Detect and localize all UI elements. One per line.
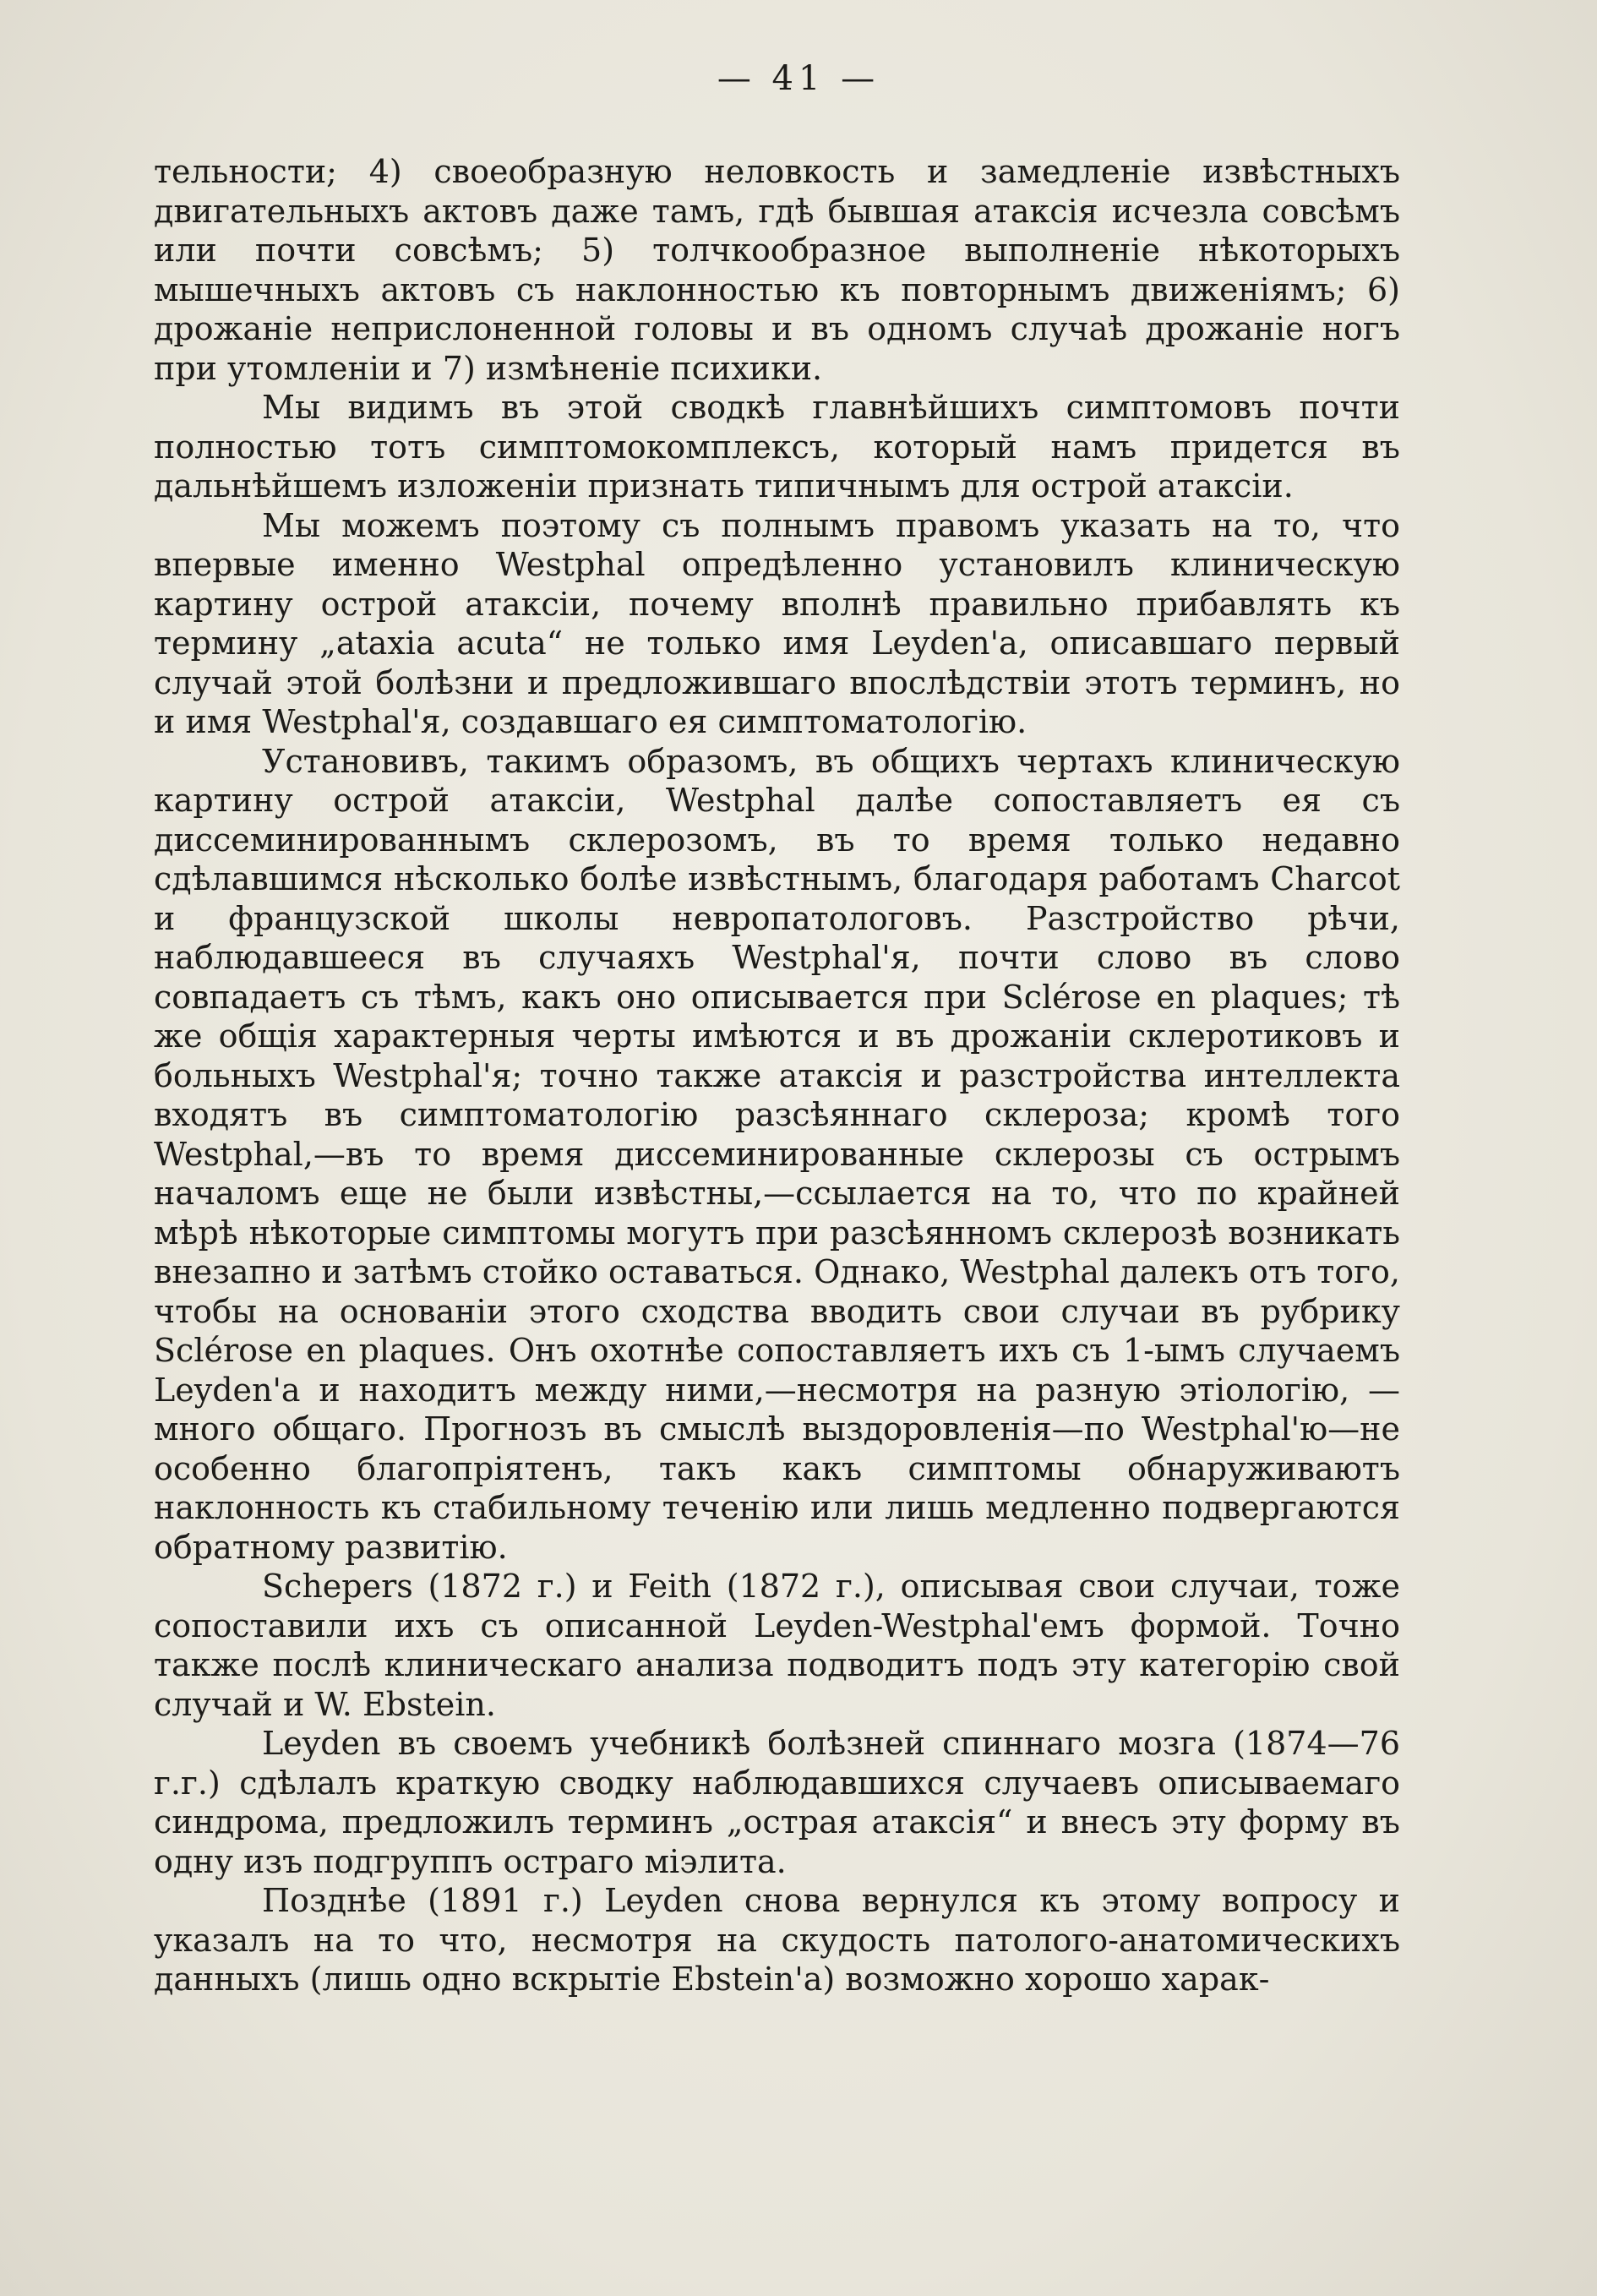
paragraph: Schepers (1872 г.) и Feith (1872 г.), описывая свои случаи, тоже сопоставили ихъ съ описанной Leyden-Westphal'емъ формой. Точно также послѣ клиническаго анализа подводитъ подъ эту категорію свой случай и W. Ebstein. xyxy=(154,1568,1400,1723)
paragraph: Мы можемъ поэтому съ полнымъ правомъ указать на то, что впервые именно Westphal опредѣленно установилъ клиническую картину острой атаксіи, почему вполнѣ правильно прибавлять къ термину „ataxia acuta“ не только имя Leyden'a, описавшаго первый случай этой болѣзни и предложившаго впослѣдствіи этотъ терминъ, но и имя Westphal'я, создавшаго ея симптоматологію. xyxy=(154,506,1400,740)
paragraph: Установивъ, такимъ образомъ, въ общихъ чертахъ клиническую картину острой атаксіи, Westphal далѣе сопоставляетъ ея съ диссеминированнымъ склерозомъ, въ то время только недавно сдѣлавшимся нѣсколько болѣе извѣстнымъ, благодаря работамъ Charcot и французской школы невропатологовъ. Разстройство рѣчи, наблюдавшееся въ случаяхъ Westphal'я, почти слово въ слово совпадаетъ съ тѣмъ, какъ оно описывается при Sclérose en plaques; тѣ же общія характерныя черты имѣются и въ дрожаніи склеротиковъ и больныхъ Westphal'я; точно также атаксія и разстройства интеллекта входятъ въ симптоматологію разсѣяннаго склероза; кромѣ того Westphal,—въ то время диссеминированные склерозы съ острымъ началомъ еще не были извѣстны,—ссылается на то, что по крайней мѣрѣ нѣкоторые симптомы могутъ при разсѣянномъ склерозѣ возникать внезапно и затѣмъ стойко оставаться. Однако, Westphal далекъ отъ того, чтобы на основаніи этого сходства вводить свои случаи въ рубрику Sclérose en plaques. Онъ охотнѣе сопоставляетъ ихъ съ 1-ымъ случаемъ Leyden'a и находитъ между ними,—несмотря на разную этіологію, —много общаго. Прогнозъ въ смыслѣ выздоровленія—по Westphal'ю—не особенно благопріятенъ, такъ какъ симптомы обнаруживаютъ наклонность къ стабильному теченію или лишь медленно подвергаются обратному развитію. xyxy=(154,742,1400,1566)
paragraph: Позднѣе (1891 г.) Leyden снова вернулся къ этому вопросу и указалъ на то что, несмотря на скудость патолого-анатомическихъ данныхъ (лишь одно вскрытіе Ebstein'a) возможно хорошо харак- xyxy=(154,1882,1400,1998)
paragraph: Leyden въ своемъ учебникѣ болѣзней спиннаго мозга (1874—76 г.г.) сдѣлалъ краткую сводку наблюдавшихся случаевъ описываемаго синдрома, предложилъ терминъ „острая атаксія“ и внесъ эту форму въ одну изъ подгруппъ остраго міэлита. xyxy=(154,1725,1400,1880)
paragraph-continuation: тельности; 4) своеобразную неловкость и замедленіе извѣстныхъ двигательныхъ актовъ даже тамъ, гдѣ бывшая атаксія исчезла совсѣмъ или почти совсѣмъ; 5) толчкообразное выполненіе нѣкоторыхъ мышечныхъ актовъ съ наклонностью къ повторнымъ движеніямъ; 6) дрожаніе неприслоненной головы и въ одномъ случаѣ дрожаніе ногъ при утомленіи и 7) измѣненіе психики. xyxy=(154,153,1400,387)
paragraph: Мы видимъ въ этой сводкѣ главнѣйшихъ симптомовъ почти полностью тотъ симптомокомплексъ, который намъ придется въ дальнѣйшемъ изложеніи признать типичнымъ для острой атаксіи. xyxy=(154,389,1400,504)
body-text xyxy=(154,152,1400,1999)
page-number: — 41 — xyxy=(717,59,880,98)
